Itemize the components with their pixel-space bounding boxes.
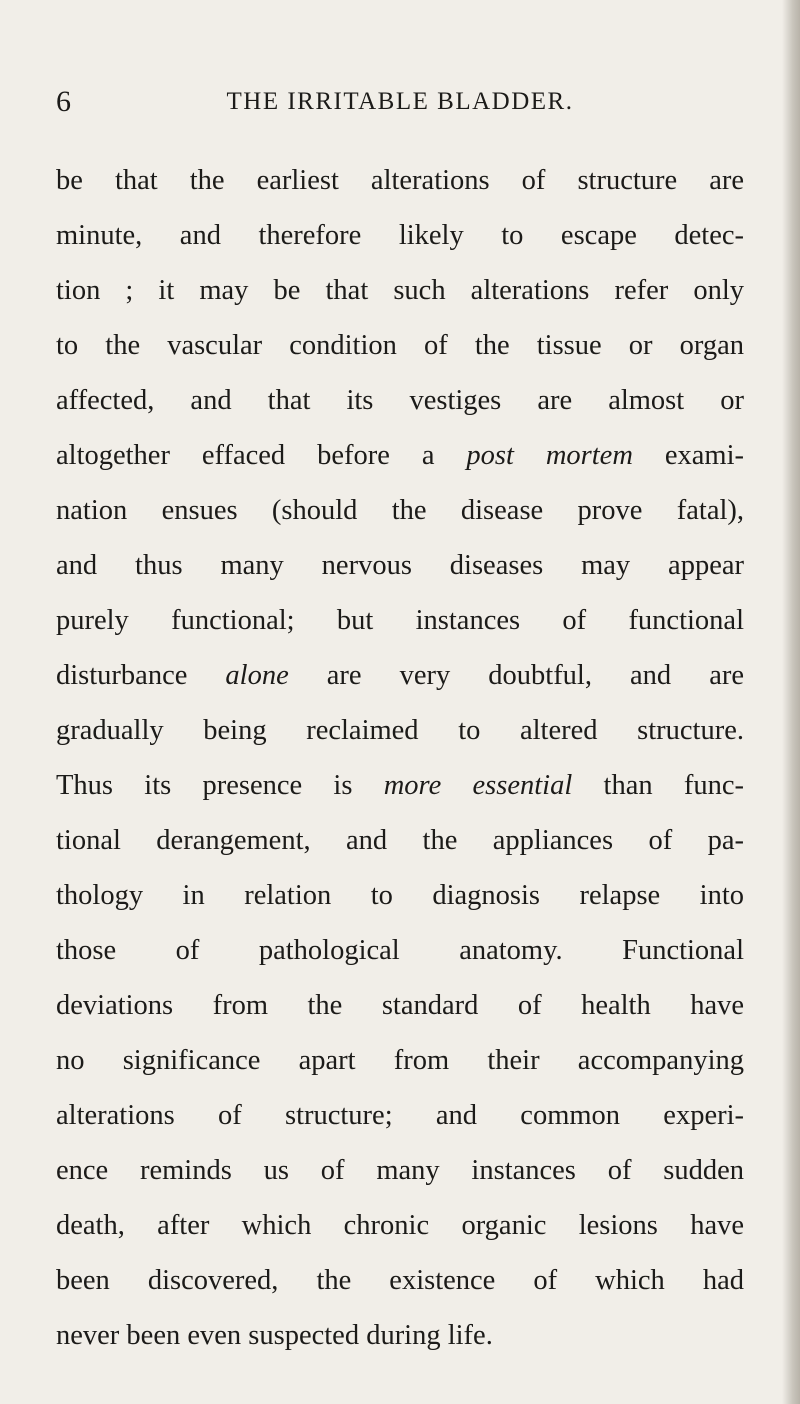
text-line: death, after which chronic organic lesions have [56, 1210, 744, 1241]
text-line: tional derangement, and the appliances of pa- [56, 825, 744, 856]
text-line: alterations of structure; and common experi- [56, 1100, 744, 1131]
text-line: those of pathological anatomy. Functional [56, 935, 744, 966]
text-line: altogether effaced before a post mortem exami- [56, 440, 744, 471]
text-line: gradually being reclaimed to altered structure. [56, 715, 744, 746]
text-line: tion ; it may be that such alterations refer only [56, 275, 744, 306]
text-line: to the vascular condition of the tissue or organ [56, 330, 744, 361]
text-line: ence reminds us of many instances of sudden [56, 1155, 744, 1186]
page-number: 6 [56, 85, 71, 118]
running-head: THE IRRITABLE BLADDER. [226, 88, 574, 115]
body-text [56, 153, 744, 1363]
text-line: been discovered, the existence of which had [56, 1265, 744, 1296]
text-line: be that the earliest alterations of structure are [56, 165, 744, 196]
italic-phrase: post mortem [466, 440, 633, 471]
text-line: and thus many nervous diseases may appear [56, 550, 744, 581]
text-line: thology in relation to diagnosis relapse into [56, 880, 744, 911]
text-line-last: never been even suspected during life. [56, 1320, 493, 1351]
page-edge-shadow [782, 0, 800, 1404]
text-line: nation ensues (should the disease prove fatal), [56, 495, 744, 526]
text-line: Thus its presence is more essential than func- [56, 770, 744, 801]
text-line: deviations from the standard of health have [56, 990, 744, 1021]
text-line: affected, and that its vestiges are almost or [56, 385, 744, 416]
text-line: purely functional; but instances of functional [56, 605, 744, 636]
text-line: no significance apart from their accompanying [56, 1045, 744, 1076]
text-line: disturbance alone are very doubtful, and are [56, 660, 744, 691]
italic-phrase: alone [225, 660, 289, 691]
text-line: minute, and therefore likely to escape detec- [56, 220, 744, 251]
italic-phrase: more essential [383, 770, 573, 801]
